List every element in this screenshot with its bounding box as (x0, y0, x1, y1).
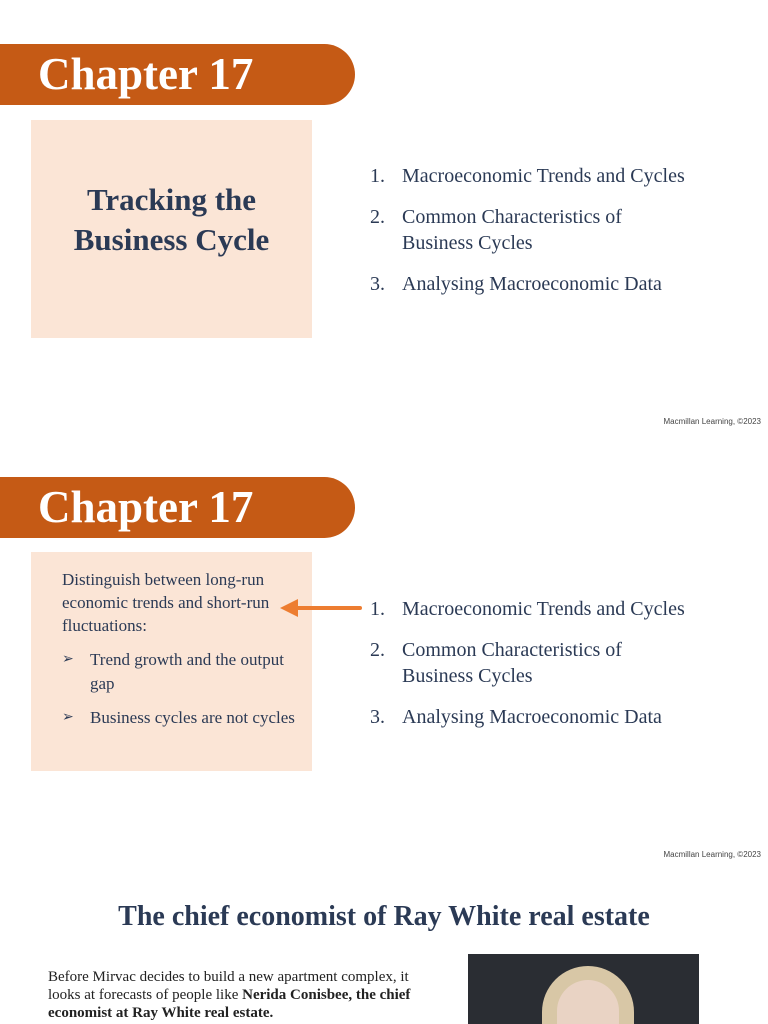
outline-item (370, 163, 760, 189)
outline-number: 1. (370, 598, 385, 620)
outline-text: Macroeconomic Trends and Cycles (402, 165, 685, 187)
slide-2 (0, 433, 768, 866)
outline-text: Macroeconomic Trends and Cycles (402, 598, 685, 620)
bullet-text: Business cycles are not cycles (90, 708, 295, 727)
chapter-title-box (31, 120, 312, 338)
chapter-title (31, 180, 312, 260)
slide-1 (0, 0, 768, 433)
copyright-footer: Macmillan Learning, ©2023 (663, 417, 761, 426)
outline-text-cont: Business Cycles (402, 665, 533, 687)
outline-number: 2. (370, 639, 385, 661)
outline-item (370, 596, 760, 622)
chapter-title-line1: Tracking the (86, 182, 257, 217)
outline-number: 3. (370, 706, 385, 728)
bullet-item (62, 706, 302, 730)
outline-item (370, 704, 760, 730)
outline-number: 3. (370, 273, 385, 295)
outline-number: 1. (370, 165, 385, 187)
chapter-banner: Chapter 17 (0, 477, 355, 538)
bullet-text: Trend growth and the output gap (90, 650, 284, 693)
case-study-text (48, 968, 428, 1022)
case-study-text-plain: Before Mirvac decides to build a new apartment complex, it looks at forecasts of people like (48, 969, 409, 1003)
outline-text: Analysing Macroeconomic Data (402, 706, 662, 728)
outline-item (370, 271, 760, 297)
case-study-text-bold: Nerida Conisbee, the chief economist at Ray White real estate. (48, 987, 411, 1021)
outline-text: Common Characteristics of (402, 206, 622, 228)
bullet-item (62, 648, 302, 696)
outline-text: Analysing Macroeconomic Data (402, 273, 662, 295)
pointer-arrow-icon (280, 596, 364, 620)
outline-text-cont: Business Cycles (402, 232, 533, 254)
arrowhead-bullet-icon: ➢ (62, 710, 74, 725)
arrowhead-bullet-icon: ➢ (62, 652, 74, 667)
copyright-footer: Macmillan Learning, ©2023 (663, 850, 761, 859)
outline-number: 2. (370, 206, 385, 228)
outline-item (370, 637, 760, 689)
economist-photo (468, 954, 699, 1024)
slide-3 (0, 866, 768, 1024)
chapter-outline (370, 163, 760, 312)
outline-item (370, 204, 760, 256)
outline-text: Common Characteristics of (402, 639, 622, 661)
objective-bullets (62, 648, 302, 740)
chapter-title-line2: Business Cycle (73, 222, 270, 257)
slide-title: The chief economist of Ray White real estate (118, 901, 650, 932)
objective-text: Distinguish between long-run economic trends and short-run fluctuations: (62, 570, 270, 635)
chapter-outline (370, 596, 760, 745)
chapter-banner: Chapter 17 (0, 44, 355, 105)
objective-box (31, 552, 312, 771)
